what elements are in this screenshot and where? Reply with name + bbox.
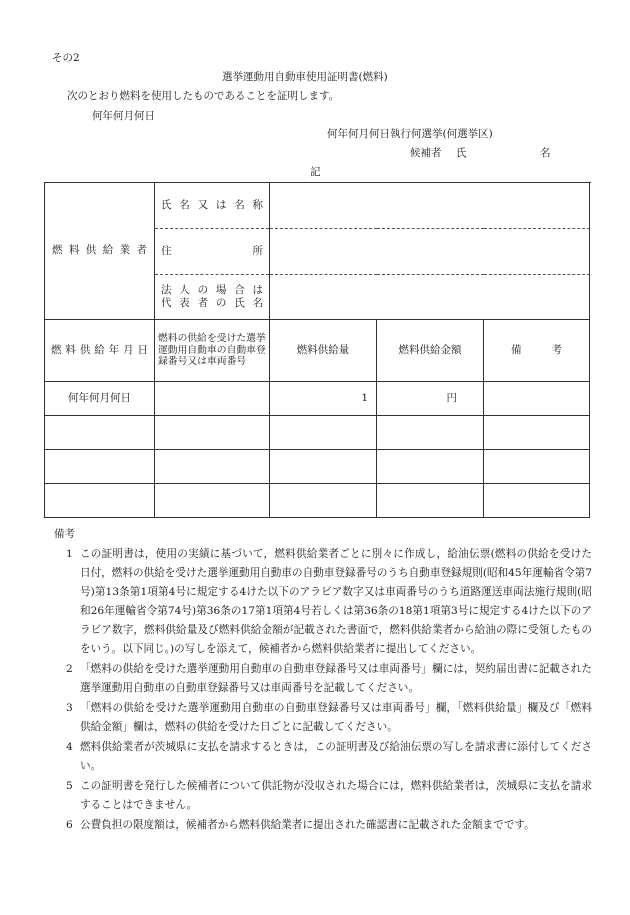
candidate-label: 候補者 bbox=[410, 147, 442, 159]
representative-label-line1: 法人の場合は bbox=[161, 283, 263, 296]
header-remarks-2: 考 bbox=[551, 343, 562, 356]
row-date[interactable]: 何年何月何日 bbox=[45, 382, 155, 416]
supplier-section-cell bbox=[45, 183, 155, 320]
row-date[interactable] bbox=[45, 484, 155, 518]
document-title: 選挙運動用自動車使用証明書(燃料) bbox=[222, 71, 388, 83]
note-item bbox=[44, 545, 592, 659]
table-row bbox=[45, 450, 590, 484]
certification-statement: 次のとおり燃料を使用したものであることを証明します。 bbox=[67, 90, 340, 102]
form-number: その2 bbox=[52, 52, 80, 64]
row-quantity[interactable] bbox=[270, 450, 377, 484]
supplier-address-label-cell bbox=[155, 229, 270, 275]
note-text: この証明書は，使用の実績に基づいて，燃料供給業者ごとに別々に作成し，給油伝票(燃料の供給を受けた日付，燃料の供給を受けた選挙運動用自動車の自動車登録番号のうち自動車登録規則(昭和45年運輸省令第7号)第13条第1項第4号に規定する4けた以下のアラビア数字又は車両番号のうち道路運送車両法施行規則(昭和26年運輸省令第74号)第36条の17第1項第4号若しくは第36条の18第1項第3号に規定する4けた以下のアラビア数字，燃料供給量及び燃料供給金額が記載された書面で，燃料供給業者から給油の際に受領したものをいう。以下同じ。)の写しを添えて，候補者から燃料供給業者に提出してください。 bbox=[80, 548, 592, 655]
header-vehicle-number: 燃料の供給を受けた選挙運動用自動車の自動車登録番号又は車両番号 bbox=[155, 320, 270, 382]
row-amount[interactable]: 円 bbox=[377, 382, 484, 416]
notes-section bbox=[44, 526, 592, 836]
header-fuel-amount: 燃料供給金額 bbox=[377, 320, 484, 382]
supplier-address-label-2: 所 bbox=[252, 244, 263, 257]
row-vehicle[interactable] bbox=[155, 484, 270, 518]
note-text: 燃料供給業者が茨城県に支払を請求するときは，この証明書及び給油伝票の写しを請求書に添付してください。 bbox=[80, 741, 592, 772]
row-date[interactable] bbox=[45, 450, 155, 484]
note-number: 1 bbox=[66, 548, 73, 560]
note-number: 3 bbox=[66, 702, 73, 714]
row-vehicle[interactable] bbox=[155, 450, 270, 484]
note-text: 公費負担の限度額は，候補者から燃料供給業者に提出された確認書に記載された金額までです。 bbox=[80, 819, 535, 831]
supplier-address-field[interactable] bbox=[270, 229, 590, 275]
note-number: 6 bbox=[66, 819, 73, 831]
supplier-address-label-1: 住 bbox=[161, 244, 172, 257]
row-amount[interactable] bbox=[377, 450, 484, 484]
supplier-name-label-cell bbox=[155, 183, 270, 229]
note-text: 「燃料の供給を受けた選挙運動用自動車の自動車登録番号又は車両番号」欄，「燃料供給量」欄及び「燃料供給金額」欄は，燃料の供給を受けた日ごとに記載してください。 bbox=[80, 702, 592, 733]
row-remarks[interactable] bbox=[484, 416, 590, 450]
row-date[interactable] bbox=[45, 416, 155, 450]
row-remarks[interactable] bbox=[484, 484, 590, 518]
supplier-name-field[interactable] bbox=[270, 183, 590, 229]
supplier-name-label: 氏名又は名称 bbox=[161, 198, 263, 211]
candidate-name-label-1: 氏 bbox=[456, 147, 467, 159]
note-text: この証明書を発行した候補者について供託物が没収された場合には，燃料供給業者は，茨城県に支払を請求することはできません。 bbox=[80, 780, 592, 811]
row-remarks[interactable] bbox=[484, 450, 590, 484]
fuel-certificate-table bbox=[44, 182, 590, 518]
row-quantity[interactable]: 1 bbox=[270, 382, 377, 416]
note-number: 5 bbox=[66, 780, 73, 792]
row-remarks[interactable] bbox=[484, 382, 590, 416]
notes-title: 備考 bbox=[54, 528, 75, 540]
candidate-name-label-2: 名 bbox=[540, 147, 551, 159]
note-number: 4 bbox=[66, 741, 73, 753]
representative-label-cell bbox=[155, 275, 270, 320]
row-vehicle[interactable] bbox=[155, 416, 270, 450]
representative-name-field[interactable] bbox=[270, 275, 590, 320]
note-item bbox=[44, 816, 592, 835]
header-date-cell bbox=[45, 320, 155, 382]
row-amount[interactable] bbox=[377, 484, 484, 518]
row-quantity[interactable] bbox=[270, 416, 377, 450]
note-item bbox=[44, 738, 592, 776]
row-vehicle[interactable] bbox=[155, 382, 270, 416]
header-date: 燃料供給年月日 bbox=[51, 343, 148, 356]
row-quantity[interactable] bbox=[270, 484, 377, 518]
ki-mark: 記 bbox=[310, 166, 321, 178]
note-item bbox=[44, 777, 592, 815]
row-amount[interactable] bbox=[377, 416, 484, 450]
note-text: 「燃料の供給を受けた選挙運動用自動車の自動車登録番号又は車両番号」欄には，契約届出書に記載された選挙運動用自動車の自動車登録番号又は車両番号を記載してください。 bbox=[80, 663, 592, 694]
header-remarks-1: 備 bbox=[511, 343, 522, 356]
certification-date: 何年何月何日 bbox=[92, 110, 155, 122]
representative-label-line2: 代表者の氏名 bbox=[161, 297, 263, 309]
table-row bbox=[45, 484, 590, 518]
table-row bbox=[45, 382, 590, 416]
note-item bbox=[44, 660, 592, 698]
note-number: 2 bbox=[66, 663, 73, 675]
note-item bbox=[44, 699, 592, 737]
header-fuel-quantity: 燃料供給量 bbox=[270, 320, 377, 382]
election-name: 何年何月何日執行何選挙(何選挙区) bbox=[327, 128, 493, 140]
header-remarks-cell bbox=[484, 320, 590, 382]
supplier-section-label: 燃料供給業者 bbox=[52, 244, 147, 257]
table-row bbox=[45, 416, 590, 450]
